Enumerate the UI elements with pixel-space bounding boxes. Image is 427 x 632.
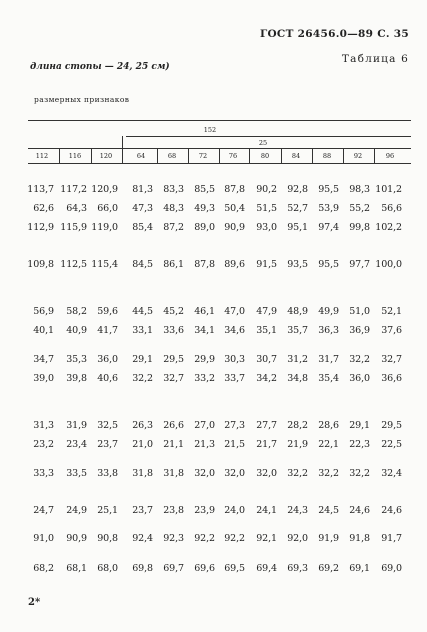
table-cell: 50,4 bbox=[224, 203, 245, 214]
table-cell: 97,7 bbox=[349, 259, 370, 270]
table-cell: 21,5 bbox=[224, 439, 245, 450]
table-cell: 87,2 bbox=[163, 222, 184, 233]
table-cell: 31,8 bbox=[163, 468, 184, 479]
table-cell: 112,5 bbox=[60, 259, 87, 270]
table-cell: 58,2 bbox=[66, 306, 87, 317]
table-cell: 31,8 bbox=[132, 468, 153, 479]
table-cell: 29,1 bbox=[132, 354, 153, 365]
table-cell: 53,9 bbox=[318, 203, 339, 214]
table-cell: 92,3 bbox=[163, 533, 184, 544]
table-cell: 47,3 bbox=[132, 203, 153, 214]
table-cell: 59,6 bbox=[97, 306, 118, 317]
column-header: 72 bbox=[198, 152, 208, 160]
table-cell: 49,3 bbox=[194, 203, 215, 214]
table-cell: 35,4 bbox=[318, 373, 339, 384]
table-cell: 49,9 bbox=[318, 306, 339, 317]
table-cell: 102,2 bbox=[375, 222, 402, 233]
column-header: 112 bbox=[35, 152, 49, 160]
table-cell: 91,9 bbox=[318, 533, 339, 544]
table-cell: 51,5 bbox=[256, 203, 277, 214]
column-header: 116 bbox=[68, 152, 82, 160]
table-cell: 101,2 bbox=[375, 184, 402, 195]
table-cell: 21,9 bbox=[287, 439, 308, 450]
column-divider bbox=[157, 148, 158, 163]
table-cell: 95,1 bbox=[287, 222, 308, 233]
table-cell: 69,6 bbox=[194, 563, 215, 574]
table-cell: 120,9 bbox=[91, 184, 118, 195]
table-cell: 33,6 bbox=[163, 325, 184, 336]
table-cell: 31,2 bbox=[287, 354, 308, 365]
document-reference: ГОСТ 26456.0—89 С. 35 bbox=[259, 28, 409, 40]
table-cell: 69,7 bbox=[163, 563, 184, 574]
table-cell: 31,3 bbox=[33, 420, 54, 431]
table-cell: 92,4 bbox=[132, 533, 153, 544]
table-cell: 69,0 bbox=[381, 563, 402, 574]
table-cell: 92,0 bbox=[287, 533, 308, 544]
table-cell: 68,1 bbox=[66, 563, 87, 574]
table-cell: 27,3 bbox=[224, 420, 245, 431]
table-cell: 36,6 bbox=[381, 373, 402, 384]
table-cell: 32,2 bbox=[318, 468, 339, 479]
table-cell: 56,6 bbox=[381, 203, 402, 214]
table-cell: 32,0 bbox=[224, 468, 245, 479]
column-header: 84 bbox=[291, 152, 301, 160]
table-cell: 55,2 bbox=[349, 203, 370, 214]
table-cell: 32,2 bbox=[132, 373, 153, 384]
table-cell: 47,9 bbox=[256, 306, 277, 317]
table-cell: 85,4 bbox=[132, 222, 153, 233]
table-cell: 98,3 bbox=[349, 184, 370, 195]
column-header: 120 bbox=[99, 152, 113, 160]
table-cell: 91,7 bbox=[381, 533, 402, 544]
column-header: 96 bbox=[385, 152, 395, 160]
table-cell: 48,9 bbox=[287, 306, 308, 317]
table-cell: 34,6 bbox=[224, 325, 245, 336]
table-cell: 99,8 bbox=[349, 222, 370, 233]
table-cell: 86,1 bbox=[163, 259, 184, 270]
table-cell: 87,8 bbox=[194, 259, 215, 270]
table-cell: 23,4 bbox=[66, 439, 87, 450]
table-cell: 36,9 bbox=[349, 325, 370, 336]
table-subcaption: размерных признаков bbox=[34, 95, 130, 104]
table-cell: 92,2 bbox=[224, 533, 245, 544]
table-cell: 29,5 bbox=[163, 354, 184, 365]
table-cell: 31,9 bbox=[66, 420, 87, 431]
table-cell: 21,3 bbox=[194, 439, 215, 450]
table-cell: 25,1 bbox=[97, 505, 118, 516]
column-divider bbox=[281, 148, 282, 163]
table-cell: 35,3 bbox=[66, 354, 87, 365]
table-cell: 37,6 bbox=[381, 325, 402, 336]
table-cell: 33,1 bbox=[132, 325, 153, 336]
column-divider bbox=[219, 148, 220, 163]
table-cell: 92,2 bbox=[194, 533, 215, 544]
table-cell: 62,6 bbox=[33, 203, 54, 214]
table-cell: 22,3 bbox=[349, 439, 370, 450]
table-cell: 23,7 bbox=[97, 439, 118, 450]
table-cell: 34,2 bbox=[256, 373, 277, 384]
table-cell: 91,5 bbox=[256, 259, 277, 270]
table-cell: 36,0 bbox=[97, 354, 118, 365]
table-cell: 69,4 bbox=[256, 563, 277, 574]
table-cell: 97,4 bbox=[318, 222, 339, 233]
table-cell: 91,0 bbox=[33, 533, 54, 544]
group-header-152: 152 bbox=[203, 126, 217, 134]
table-cell: 68,0 bbox=[97, 563, 118, 574]
table-cell: 22,1 bbox=[318, 439, 339, 450]
table-cell: 87,8 bbox=[224, 184, 245, 195]
subgroup-header-25: 25 bbox=[258, 139, 268, 147]
column-divider bbox=[343, 148, 344, 163]
header-top-rule bbox=[28, 120, 411, 121]
table-cell: 89,6 bbox=[224, 259, 245, 270]
table-cell: 40,9 bbox=[66, 325, 87, 336]
table-cell: 81,3 bbox=[132, 184, 153, 195]
table-cell: 23,9 bbox=[194, 505, 215, 516]
table-caption: длина стопы — 24, 25 см) bbox=[30, 62, 170, 72]
column-header: 80 bbox=[260, 152, 270, 160]
table-cell: 36,3 bbox=[318, 325, 339, 336]
table-cell: 92,1 bbox=[256, 533, 277, 544]
table-cell: 26,3 bbox=[132, 420, 153, 431]
table-cell: 90,2 bbox=[256, 184, 277, 195]
table-cell: 32,2 bbox=[349, 354, 370, 365]
table-cell: 90,9 bbox=[66, 533, 87, 544]
table-cell: 30,7 bbox=[256, 354, 277, 365]
table-cell: 32,0 bbox=[256, 468, 277, 479]
table-cell: 95,5 bbox=[318, 184, 339, 195]
group-rule bbox=[126, 136, 411, 137]
table-cell: 84,5 bbox=[132, 259, 153, 270]
column-header: 88 bbox=[322, 152, 332, 160]
table-label: Таблица 6 bbox=[341, 53, 409, 65]
group-divider bbox=[122, 136, 123, 154]
table-cell: 64,3 bbox=[66, 203, 87, 214]
table-cell: 29,9 bbox=[194, 354, 215, 365]
table-cell: 24,5 bbox=[318, 505, 339, 516]
table-cell: 32,0 bbox=[194, 468, 215, 479]
table-cell: 34,8 bbox=[287, 373, 308, 384]
table-cell: 21,0 bbox=[132, 439, 153, 450]
table-cell: 69,8 bbox=[132, 563, 153, 574]
page-footer-mark: 2* bbox=[28, 597, 41, 608]
table-cell: 24,0 bbox=[224, 505, 245, 516]
table-cell: 39,0 bbox=[33, 373, 54, 384]
table-cell: 40,1 bbox=[33, 325, 54, 336]
table-cell: 34,1 bbox=[194, 325, 215, 336]
table-cell: 24,6 bbox=[381, 505, 402, 516]
table-cell: 33,2 bbox=[194, 373, 215, 384]
table-cell: 32,7 bbox=[163, 373, 184, 384]
table-cell: 24,1 bbox=[256, 505, 277, 516]
table-cell: 40,6 bbox=[97, 373, 118, 384]
column-divider bbox=[312, 148, 313, 163]
table-cell: 69,1 bbox=[349, 563, 370, 574]
table-cell: 83,3 bbox=[163, 184, 184, 195]
table-cell: 47,0 bbox=[224, 306, 245, 317]
table-cell: 29,5 bbox=[381, 420, 402, 431]
table-cell: 115,4 bbox=[91, 259, 118, 270]
table-cell: 90,9 bbox=[224, 222, 245, 233]
table-cell: 29,1 bbox=[349, 420, 370, 431]
table-cell: 119,0 bbox=[91, 222, 118, 233]
column-header: 64 bbox=[136, 152, 146, 160]
table-cell: 90,8 bbox=[97, 533, 118, 544]
table-cell: 21,1 bbox=[163, 439, 184, 450]
table-cell: 44,5 bbox=[132, 306, 153, 317]
column-divider bbox=[59, 148, 60, 163]
table-cell: 24,7 bbox=[33, 505, 54, 516]
column-header-bottom-rule bbox=[28, 163, 411, 164]
table-cell: 66,0 bbox=[97, 203, 118, 214]
table-cell: 33,8 bbox=[97, 468, 118, 479]
table-cell: 33,3 bbox=[33, 468, 54, 479]
column-header: 92 bbox=[353, 152, 363, 160]
table-cell: 69,3 bbox=[287, 563, 308, 574]
column-header: 76 bbox=[228, 152, 238, 160]
table-cell: 32,7 bbox=[381, 354, 402, 365]
table-cell: 23,7 bbox=[132, 505, 153, 516]
table-cell: 112,9 bbox=[27, 222, 54, 233]
table-cell: 69,5 bbox=[224, 563, 245, 574]
table-cell: 24,3 bbox=[287, 505, 308, 516]
table-cell: 68,2 bbox=[33, 563, 54, 574]
table-cell: 39,8 bbox=[66, 373, 87, 384]
table-cell: 35,1 bbox=[256, 325, 277, 336]
table-cell: 46,1 bbox=[194, 306, 215, 317]
table-cell: 45,2 bbox=[163, 306, 184, 317]
table-cell: 95,5 bbox=[318, 259, 339, 270]
table-cell: 113,7 bbox=[27, 184, 54, 195]
table-cell: 92,8 bbox=[287, 184, 308, 195]
column-header: 68 bbox=[167, 152, 177, 160]
table-cell: 21,7 bbox=[256, 439, 277, 450]
table-cell: 109,8 bbox=[27, 259, 54, 270]
table-cell: 27,0 bbox=[194, 420, 215, 431]
table-cell: 51,0 bbox=[349, 306, 370, 317]
table-cell: 33,7 bbox=[224, 373, 245, 384]
table-cell: 32,5 bbox=[97, 420, 118, 431]
table-cell: 27,7 bbox=[256, 420, 277, 431]
table-cell: 41,7 bbox=[97, 325, 118, 336]
table-cell: 35,7 bbox=[287, 325, 308, 336]
table-cell: 93,5 bbox=[287, 259, 308, 270]
table-cell: 24,6 bbox=[349, 505, 370, 516]
table-cell: 30,3 bbox=[224, 354, 245, 365]
column-divider bbox=[374, 148, 375, 163]
table-cell: 26,6 bbox=[163, 420, 184, 431]
table-cell: 36,0 bbox=[349, 373, 370, 384]
table-cell: 24,9 bbox=[66, 505, 87, 516]
column-divider bbox=[188, 148, 189, 163]
table-cell: 22,5 bbox=[381, 439, 402, 450]
table-cell: 48,3 bbox=[163, 203, 184, 214]
table-cell: 28,6 bbox=[318, 420, 339, 431]
table-cell: 85,5 bbox=[194, 184, 215, 195]
table-cell: 52,1 bbox=[381, 306, 402, 317]
table-cell: 117,2 bbox=[60, 184, 87, 195]
table-cell: 93,0 bbox=[256, 222, 277, 233]
table-cell: 34,7 bbox=[33, 354, 54, 365]
table-cell: 115,9 bbox=[60, 222, 87, 233]
table-cell: 23,8 bbox=[163, 505, 184, 516]
column-divider bbox=[249, 148, 250, 163]
table-cell: 32,2 bbox=[349, 468, 370, 479]
table-cell: 91,8 bbox=[349, 533, 370, 544]
table-cell: 33,5 bbox=[66, 468, 87, 479]
table-cell: 100,0 bbox=[375, 259, 402, 270]
table-cell: 69,2 bbox=[318, 563, 339, 574]
table-cell: 56,9 bbox=[33, 306, 54, 317]
table-cell: 28,2 bbox=[287, 420, 308, 431]
table-cell: 32,2 bbox=[287, 468, 308, 479]
table-cell: 89,0 bbox=[194, 222, 215, 233]
table-cell: 23,2 bbox=[33, 439, 54, 450]
table-cell: 52,7 bbox=[287, 203, 308, 214]
table-cell: 31,7 bbox=[318, 354, 339, 365]
table-cell: 32,4 bbox=[381, 468, 402, 479]
column-divider bbox=[91, 148, 92, 163]
